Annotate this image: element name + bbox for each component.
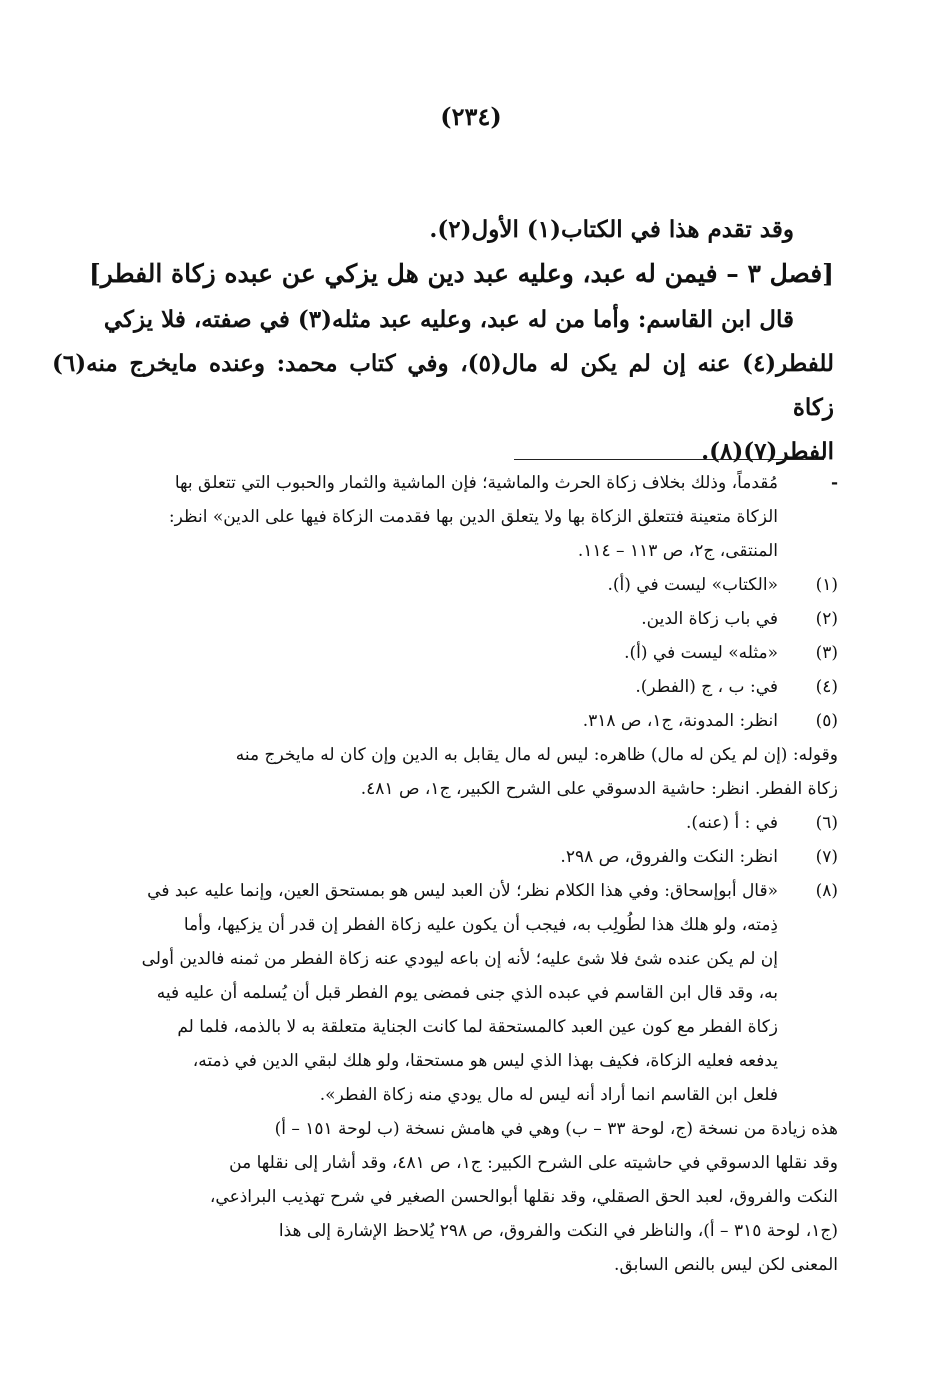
paragraph-line: قال ابن القاسم: وأما من له عبد، وعليه عبد مثله(٣) في صفته، فلا يزكي [103, 306, 794, 333]
footnote-continuation [48, 908, 838, 942]
footnote-line: المنتقى، ج٢، ص ١١٣ – ١١٤. [577, 541, 778, 561]
footnote-line: زكاة الفطر مع كون عين العبد كالمستحقة لما كانت الجناية متعلقة به لا بالذمه، فلما لم [177, 1017, 778, 1037]
footnote-line: زكاة الفطر. انظر: حاشية الدسوقي على الشرح الكبير، ج١، ص ٤٨١. [360, 779, 838, 799]
footnote-number: (٢) [815, 609, 838, 629]
footnote-line: انظر: المدونة، ج١، ص ٣١٨. [582, 711, 778, 731]
footnote-number: (١) [815, 575, 838, 595]
paragraph-line: الفطر(٧)(٨). [701, 438, 834, 465]
footnote-line: الزكاة متعينة فتتعلق الزكاة بها ولا يتعلق الدين بها فقدمت الزكاة فيها على الدين» انظر: [168, 507, 778, 527]
footnote-extra [48, 1248, 838, 1282]
footnote-line: فلعل ابن القاسم انما أراد أنه ليس له مال يودي منه زكاة الفطر». [319, 1085, 778, 1105]
footnote-line: إن لم يكن عنده شئ فلا شئ عليه؛ لأنه إن باعه ليودي عنه زكاة الفطر من ثمنه فالدين أولى [141, 949, 778, 969]
footnote-number: (٥) [815, 711, 838, 731]
footnote-line: انظر: النكت والفروق، ص ٢٩٨. [560, 847, 778, 867]
footnote-item [48, 636, 838, 670]
footnote-line: يدفعه فعليه الزكاة، فكيف بهذا الذي ليس هو مستحقا، ولو هلك لبقي الدين في ذمته، [192, 1051, 778, 1071]
footnote-continuation [48, 976, 838, 1010]
footnote-line: (ج١، لوحة ٣١٥ – أ)، والناظر في النكت والفروق، ص ٢٩٨ يُلاحظ الإشارة إلى هذا [278, 1221, 838, 1241]
page-number: (٢٣٤) [440, 102, 502, 131]
footnote-item [48, 806, 838, 840]
footnotes [48, 466, 838, 1282]
footnote-line: النكت والفروق، لعبد الحق الصقلي، وقد نقلها أبوالحسن الصغير في شرح تهذيب البراذعي، [209, 1187, 838, 1207]
footnote-line: وقد نقلها الدسوقي في حاشيته على الشرح الكبير: ج١، ص ٤٨١، وقد أشار إلى نقلها من [229, 1153, 838, 1173]
footnote-continuation [48, 1010, 838, 1044]
footnote-continuation [48, 1078, 838, 1112]
footnote-extra [48, 1214, 838, 1248]
footnote-separator [514, 459, 824, 460]
section-heading: [فصل ٣ – فيمن له عبد، وعليه عبد دين هل يزكي عن عبده زكاة الفطر] [88, 259, 834, 288]
footnote-number: (٦) [815, 813, 838, 833]
footnote-extra [48, 738, 838, 772]
footnote-line: مُقدماً، وذلك بخلاف زكاة الحرث والماشية؛ فإن الماشية والثمار والحبوب التي تتعلق بها [174, 473, 778, 493]
footnote-line: به، وقد قال ابن القاسم في عبده الذي جنى فمضى يوم الفطر قبل أن يُسلمه أن عليه فيه [156, 983, 778, 1003]
footnote-continuation [48, 1044, 838, 1078]
footnote-extra [48, 1146, 838, 1180]
footnote-item [48, 704, 838, 738]
footnote-continuation [48, 466, 838, 500]
intro-line: وقد تقدم هذا في الكتاب(١) الأول(٢). [429, 216, 794, 243]
footnote-line: المعنى لكن ليس بالنص السابق. [614, 1255, 838, 1275]
footnote-item [48, 874, 838, 908]
paragraph-line: للفطر(٤) عنه إن لم يكن له مال(٥)، وفي كتاب محمد: وعنده مايخرج منه(٦) زكاة [52, 350, 834, 421]
footnote-extra [48, 1112, 838, 1146]
footnote-line: في: ب ، ج (الفطر). [635, 677, 778, 697]
footnote-item [48, 670, 838, 704]
footnote-line: «مثله» ليست في (أ). [624, 643, 778, 663]
main-text [52, 208, 834, 474]
footnote-line: في باب زكاة الدين. [641, 609, 778, 629]
footnote-line: ذِمته، ولو هلك هذا لطُولِب به، فيجب أن يكون عليه زكاة الفطر إن قدر أن يزكيها، وأما [183, 915, 778, 935]
footnote-continuation [48, 534, 838, 568]
footnote-item [48, 840, 838, 874]
footnote-line: «الكتاب» ليست في (أ). [607, 575, 778, 595]
footnote-extra [48, 1180, 838, 1214]
continuation-dash: - [830, 473, 838, 493]
footnote-number: (٣) [815, 643, 838, 663]
footnote-continuation [48, 500, 838, 534]
footnote-line: في : أ (عنه). [685, 813, 778, 833]
footnote-continuation [48, 942, 838, 976]
footnote-line: وقوله: (إن لم يكن له مال) ظاهره: ليس له مال يقابل به الدين وإن كان له مايخرج منه [235, 745, 838, 765]
footnote-line: «قال أبوإسحاق: وفي هذا الكلام نظر؛ لأن العبد ليس هو بمستحق العين، وإنما عليه عبد في [147, 881, 778, 901]
footnote-extra [48, 772, 838, 806]
footnote-line: هذه زيادة من نسخة (ج، لوحة ٣٣ – ب) وهي في هامش نسخة (ب لوحة ١٥١ – أ) [274, 1119, 838, 1139]
footnote-number: (٧) [815, 847, 838, 867]
footnote-item [48, 568, 838, 602]
footnote-item [48, 602, 838, 636]
footnote-number: (٨) [815, 881, 838, 901]
footnote-number: (٤) [815, 677, 838, 697]
